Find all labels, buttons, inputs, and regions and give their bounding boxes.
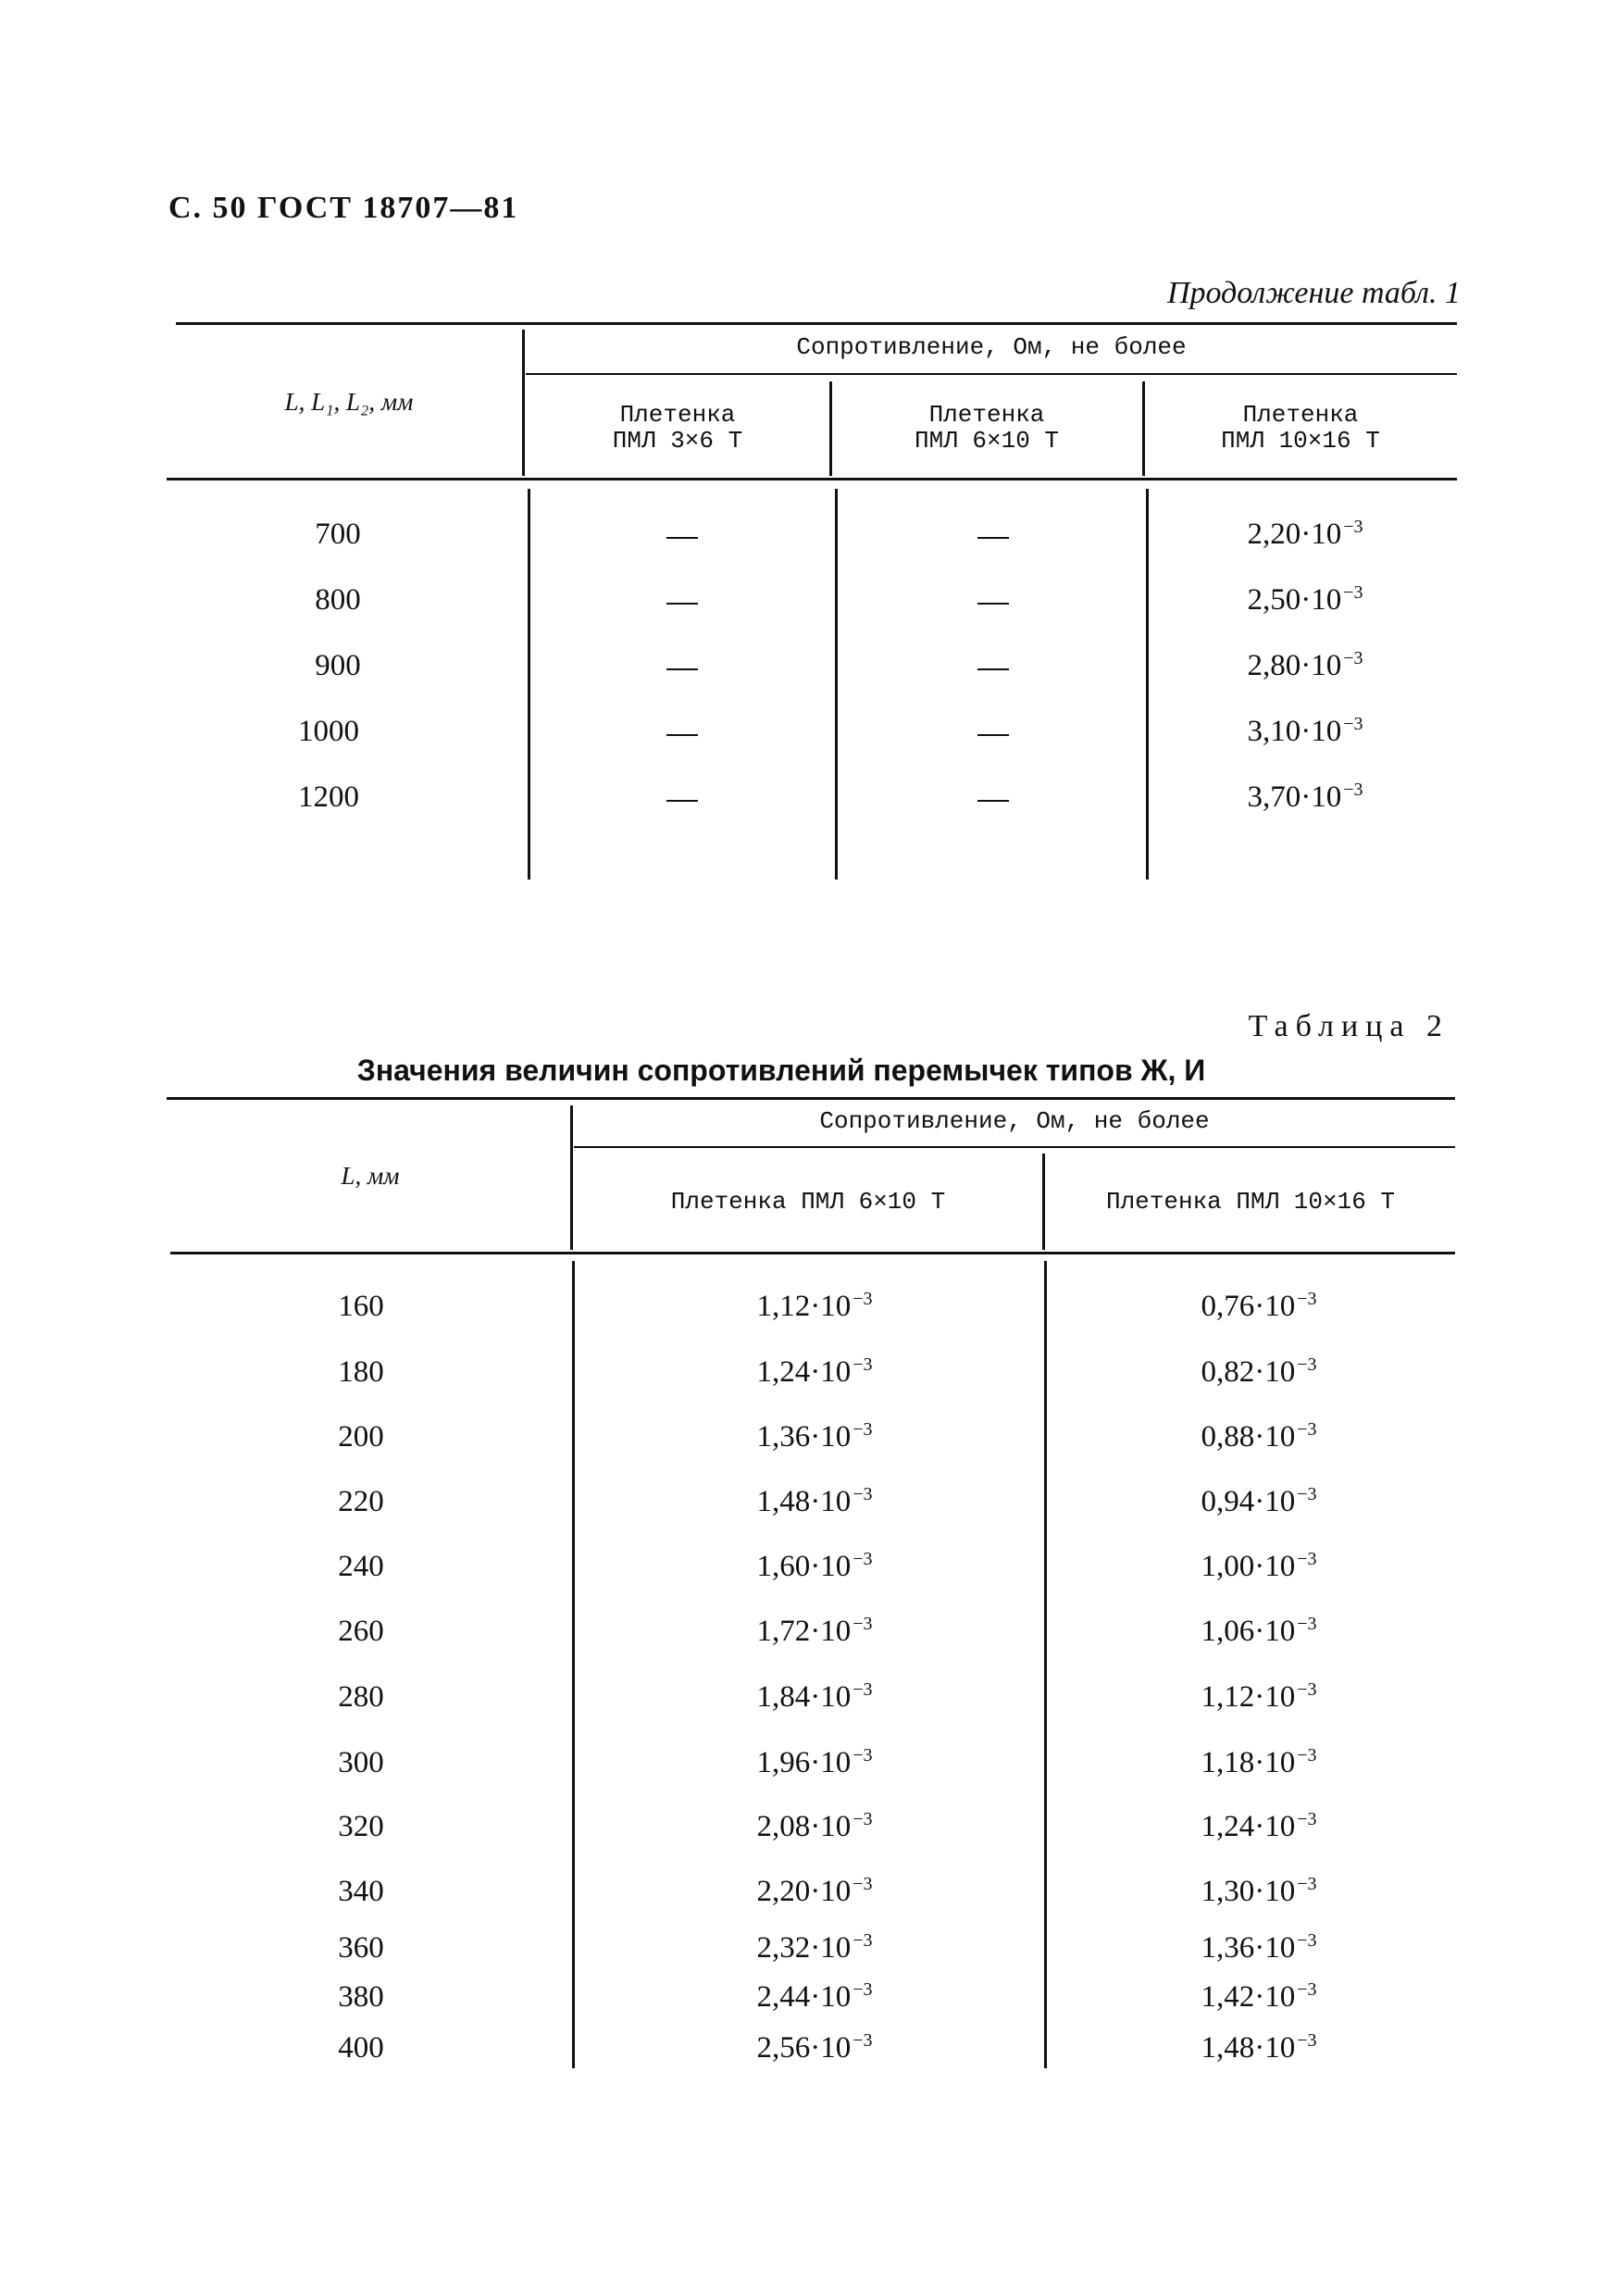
table2-top-rule: [167, 1097, 1455, 1100]
table1-dash: [977, 537, 1009, 539]
table2-pml-6x10-value: 1,36·10 $^{-3}$: [756, 1419, 873, 1454]
table2-pml-6x10-value: 1,12·10 $^{-3}$: [756, 1289, 873, 1323]
table1-body-divider: [835, 489, 838, 880]
table2-pml-10x16-value: 1,36·10 $^{-3}$: [1201, 1930, 1317, 1965]
table2-l-value: 360: [338, 1931, 384, 1965]
table1-dash: [666, 734, 698, 736]
table2-label: Таблица 2: [1248, 1009, 1450, 1043]
table1-top-rule: [176, 322, 1457, 325]
table2-pml-10x16-value: 0,82·10 $^{-3}$: [1201, 1354, 1317, 1389]
table2-pml-10x16-value: 1,00·10 $^{-3}$: [1201, 1549, 1317, 1583]
table2-pml-6x10-value: 2,20·10 $^{-3}$: [756, 1874, 873, 1908]
table1-dash: [977, 668, 1009, 670]
table1-dash: [977, 800, 1009, 802]
table2-l-value: 380: [338, 1980, 384, 2014]
table2-l-value: 300: [338, 1746, 384, 1779]
table2-group-header: Сопротивление, Ом, не более: [819, 1107, 1210, 1135]
table1-subheader-pml-10x16: Плетенка ПМЛ 10×16 Т: [1221, 401, 1380, 455]
table1-dash: [977, 603, 1009, 605]
table1-subheader-pml-6x10: Плетенка ПМЛ 6×10 Т: [914, 401, 1060, 455]
table1-l-value: 800: [315, 583, 361, 617]
table1-group-rule: [526, 373, 1457, 375]
table1-dash: [666, 668, 698, 670]
table1-body-divider: [1146, 489, 1149, 880]
table2-pml-6x10-value: 2,08·10 $^{-3}$: [756, 1809, 873, 1843]
table2-subheader-pml-10x16: Плетенка ПМЛ 10×16 Т: [1105, 1188, 1396, 1216]
table1-l-value: 1000: [298, 715, 359, 748]
table2-l-value: 240: [338, 1550, 384, 1583]
table1-l-value: 900: [315, 649, 361, 682]
table1-pml-10x16-value: 2,50·10 $^{-3}$: [1247, 582, 1363, 617]
table2-pml-10x16-value: 1,24·10 $^{-3}$: [1201, 1809, 1317, 1843]
table1-dash: [666, 800, 698, 802]
table2-pml-6x10-value: 2,44·10 $^{-3}$: [756, 1979, 873, 2014]
table2-header-bottom-rule: [170, 1252, 1455, 1254]
table2-subheader-pml-6x10: Плетенка ПМЛ 6×10 Т: [670, 1188, 946, 1216]
table2-header-divider: [1042, 1154, 1045, 1250]
table1-l-value: 1200: [298, 780, 359, 814]
table2-l-value: 340: [338, 1875, 384, 1908]
table1-dash: [666, 537, 698, 539]
table2-title: Значения величин сопротивлений перемычек типов Ж, И: [356, 1054, 1206, 1087]
table1-col-l-header: L, L₁, L₂, мм: [284, 388, 414, 416]
table2-pml-6x10-value: 2,32·10 $^{-3}$: [756, 1930, 873, 1965]
table2-pml-10x16-value: 0,88·10 $^{-3}$: [1201, 1419, 1317, 1454]
table2-pml-10x16-value: 1,18·10 $^{-3}$: [1201, 1745, 1317, 1779]
table2-pml-10x16-value: 1,48·10 $^{-3}$: [1201, 2030, 1317, 2065]
table1-l-value: 700: [315, 518, 361, 551]
table2-pml-10x16-value: 1,06·10 $^{-3}$: [1201, 1614, 1317, 1648]
table2-pml-6x10-value: 1,84·10 $^{-3}$: [756, 1679, 873, 1714]
page-header: С. 50 ГОСТ 18707—81: [168, 191, 519, 225]
table1-subheader-pml-3x6: Плетенка ПМЛ 3×6 Т: [612, 401, 743, 455]
table2-body-divider: [572, 1261, 575, 2068]
table1-pml-10x16-value: 2,20·10 $^{-3}$: [1247, 517, 1363, 551]
table2-l-value: 160: [338, 1290, 384, 1323]
table2-pml-6x10-value: 1,96·10 $^{-3}$: [756, 1745, 873, 1779]
table2-pml-10x16-value: 1,30·10 $^{-3}$: [1201, 1874, 1317, 1908]
table1-group-header: Сопротивление, Ом, не более: [796, 333, 1187, 361]
table2-pml-10x16-value: 1,42·10 $^{-3}$: [1201, 1979, 1317, 2014]
table1-pml-10x16-value: 3,10·10 $^{-3}$: [1247, 714, 1363, 748]
table2-pml-6x10-value: 1,24·10 $^{-3}$: [756, 1354, 873, 1389]
table2-l-value: 260: [338, 1615, 384, 1648]
table1-body-divider: [528, 489, 530, 880]
table1-header-divider: [522, 330, 525, 476]
table2-pml-6x10-value: 1,48·10 $^{-3}$: [756, 1484, 873, 1518]
table2-l-value: 220: [338, 1485, 384, 1518]
table2-l-value: 400: [338, 2031, 384, 2065]
table2-pml-6x10-value: 1,60·10 $^{-3}$: [756, 1549, 873, 1583]
table2-l-value: 200: [338, 1420, 384, 1454]
table1-pml-10x16-value: 2,80·10 $^{-3}$: [1247, 648, 1363, 682]
table2-pml-10x16-value: 0,76·10 $^{-3}$: [1201, 1289, 1317, 1323]
table2-l-value: 320: [338, 1810, 384, 1843]
table2-header-divider: [570, 1105, 573, 1250]
table1-dash: [666, 603, 698, 605]
table2-l-value: 180: [338, 1355, 384, 1389]
table1-dash: [977, 734, 1009, 736]
table1-continuation-label: Продолжение табл. 1: [1166, 276, 1461, 310]
table2-pml-6x10-value: 1,72·10 $^{-3}$: [756, 1614, 873, 1648]
table1-pml-10x16-value: 3,70·10 $^{-3}$: [1247, 780, 1363, 814]
table2-group-rule: [574, 1146, 1455, 1148]
table2-pml-6x10-value: 2,56·10 $^{-3}$: [756, 2030, 873, 2065]
table2-pml-10x16-value: 1,12·10 $^{-3}$: [1201, 1679, 1317, 1714]
table2-pml-10x16-value: 0,94·10 $^{-3}$: [1201, 1484, 1317, 1518]
table2-col-l-header: L, мм: [341, 1162, 400, 1190]
table2-body-divider: [1044, 1261, 1047, 2068]
table1-header-bottom-rule: [167, 478, 1457, 480]
table2-l-value: 280: [338, 1680, 384, 1714]
